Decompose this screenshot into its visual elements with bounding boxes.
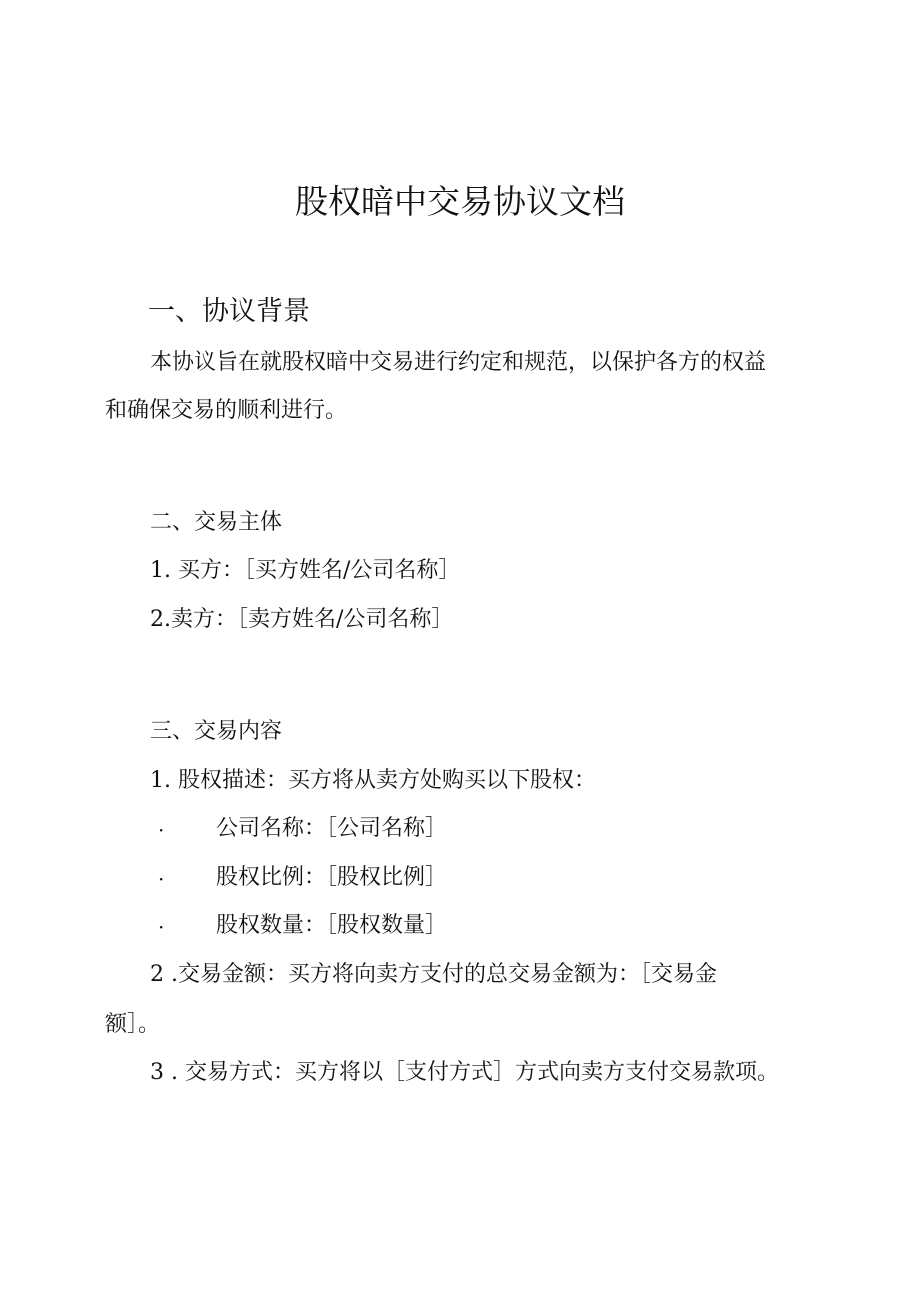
- buyer-line: 1. 买方：［买方姓名/公司名称］: [150, 558, 461, 583]
- section-heading-content: 三、交易内容: [150, 719, 283, 744]
- bullet-marker: ·: [158, 867, 165, 891]
- bullet-marker: ·: [158, 915, 165, 939]
- equity-description-line: 1. 股权描述：买方将从卖方处购买以下股权：: [150, 768, 596, 793]
- transaction-amount-line-2: 额］。: [105, 1012, 161, 1037]
- payment-method-line: 3 . 交易方式：买方将以［支付方式］方式向卖方支付交易款项。: [150, 1060, 779, 1085]
- bullet-equity-quantity: 股权数量：［股权数量］: [216, 913, 448, 938]
- bullet-company-name: 公司名称：［公司名称］: [216, 816, 448, 841]
- section-heading-background: 一、协议背景: [148, 296, 310, 327]
- background-paragraph-line-1: 本协议旨在就股权暗中交易进行约定和规范，以保护各方的权益: [150, 350, 767, 375]
- background-paragraph-line-2: 和确保交易的顺利进行。: [105, 398, 348, 423]
- document-title: 股权暗中交易协议文档: [295, 182, 625, 221]
- seller-line: 2.卖方：［卖方姓名/公司名称］: [150, 607, 454, 632]
- transaction-amount-line-1: 2 .交易金额：买方将向卖方支付的总交易金额为：［交易金: [150, 962, 717, 987]
- bullet-marker: ·: [158, 818, 165, 842]
- bullet-equity-ratio: 股权比例：［股权比例］: [216, 865, 448, 890]
- section-heading-parties: 二、交易主体: [150, 510, 283, 535]
